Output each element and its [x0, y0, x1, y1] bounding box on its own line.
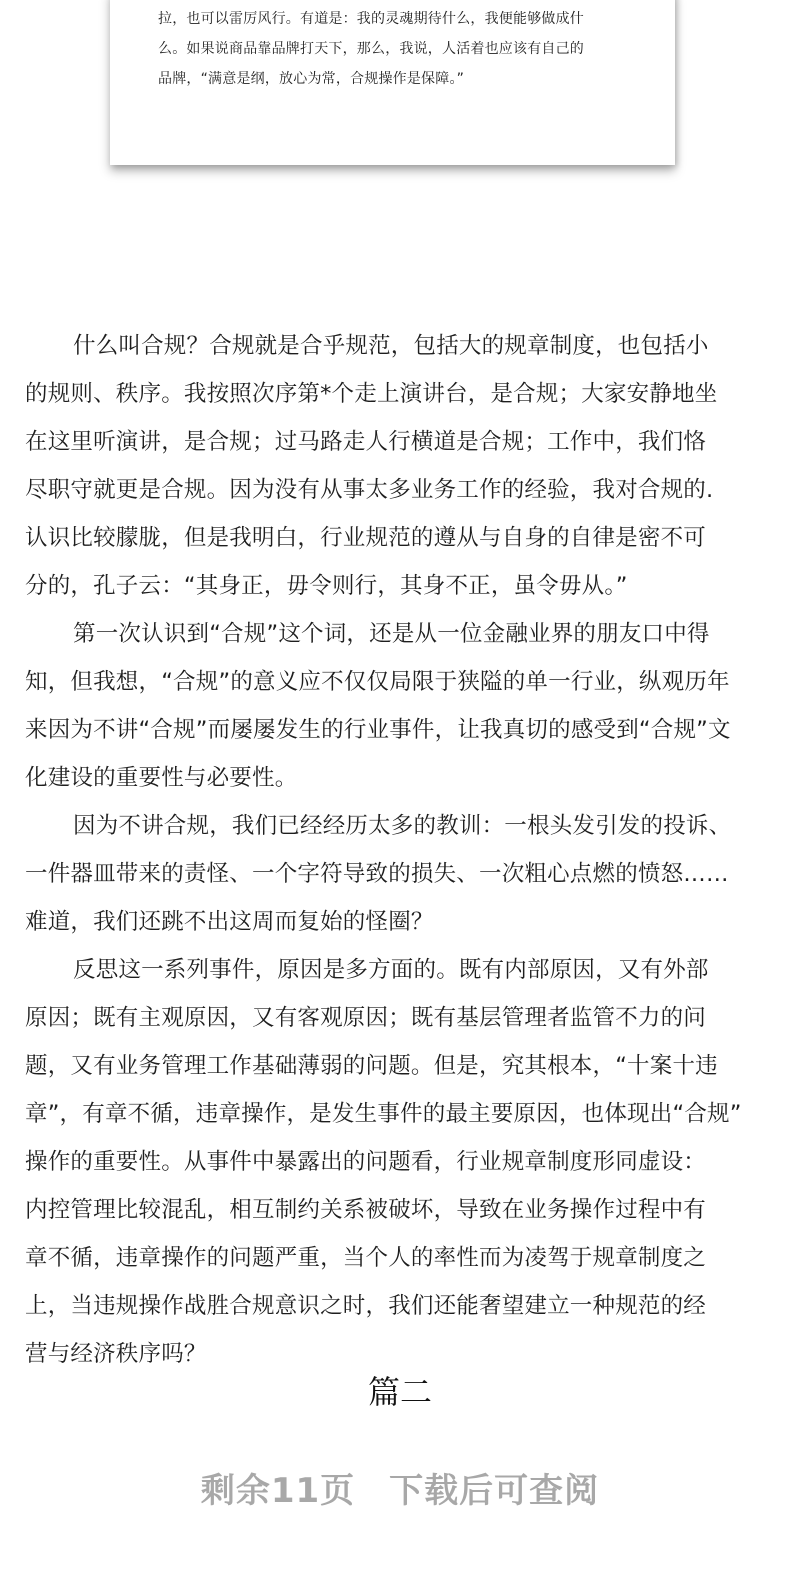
paragraph-line: 难道，我们还跳不出这周而复始的怪圈？ [25, 909, 434, 935]
remaining-pages-banner[interactable] [0, 1465, 800, 1517]
paragraph-line: 因为不讲合规，我们已经经历太多的教训：一根头发引发的投诉、 [73, 813, 732, 839]
paragraph-line: 知，但我想，“合规”的意义应不仅仅局限于狭隘的单一行业，纵观历年 [25, 669, 730, 695]
card-text-line: 拉，也可以雷厉风行。有道是：我的灵魂期待什么，我便能够做成什 [158, 11, 584, 27]
previous-page-card [110, 0, 675, 165]
paragraph-line: 尽职守就更是合规。因为没有从事太多业务工作的经验，我对合规的. [25, 477, 714, 503]
paragraph-line: 化建设的重要性与必要性。 [25, 765, 298, 791]
card-text-line: 品牌，“满意是纲，放心为常，合规操作是保障。” [158, 71, 465, 87]
paragraph-line: 认识比较朦胧，但是我明白，行业规范的遵从与自身的自律是密不可 [25, 525, 707, 551]
paragraph-line: 内控管理比较混乱，相互制约关系被破坏，导致在业务操作过程中有 [25, 1197, 707, 1223]
paragraph-line: 操作的重要性。从事件中暴露出的问题看，行业规章制度形同虚设： [25, 1149, 707, 1175]
paragraph-line: 原因；既有主观原因，又有客观原因；既有基层管理者监管不力的问 [25, 1005, 707, 1031]
remaining-pages-text: 剩余11页 [200, 1471, 356, 1511]
download-to-view-text: 下载后可查阅 [389, 1471, 600, 1511]
paragraph-line: 在这里听演讲，是合规；过马路走人行横道是合规；工作中，我们恪 [25, 429, 707, 455]
paragraph-line: 一件器皿带来的责怪、一个字符导致的损失、一次粗心点燃的愤怒…… [25, 861, 729, 887]
section-title: 篇二 [367, 1373, 432, 1411]
paragraph-line: 来因为不讲“合规”而屡屡发生的行业事件，让我真切的感受到“合规”文 [25, 717, 731, 743]
paragraph-line: 营与经济秩序吗？ [25, 1341, 207, 1367]
paragraph-line: 什么叫合规？合规就是合乎规范，包括大的规章制度，也包括小 [73, 333, 709, 359]
card-text-line: 么。如果说商品靠品牌打天下，那么，我说，人活着也应该有自己的 [158, 41, 584, 57]
paragraph-line: 上，当违规操作战胜合规意识之时，我们还能奢望建立一种规范的经 [25, 1293, 707, 1319]
paragraph-line: 章不循，违章操作的问题严重，当个人的率性而为凌驾于规章制度之 [25, 1245, 707, 1271]
paragraph-line: 第一次认识到“合规”这个词，还是从一位金融业界的朋友口中得 [73, 621, 710, 647]
paragraph-line: 题，又有业务管理工作基础薄弱的问题。但是，究其根本，“十案十违 [25, 1053, 718, 1079]
article-body [25, 322, 775, 1378]
paragraph-line: 的规则、秩序。我按照次序第*个走上演讲台，是合规；大家安静地坐 [25, 381, 718, 407]
paragraph-line: 反思这一系列事件，原因是多方面的。既有内部原因，又有外部 [73, 957, 709, 983]
paragraph-line: 章”，有章不循，违章操作，是发生事件的最主要原因，也体现出“合规” [25, 1101, 742, 1127]
paragraph-line: 分的，孔子云：“其身正，毋令则行，其身不正，虽令毋从。” [25, 573, 628, 599]
